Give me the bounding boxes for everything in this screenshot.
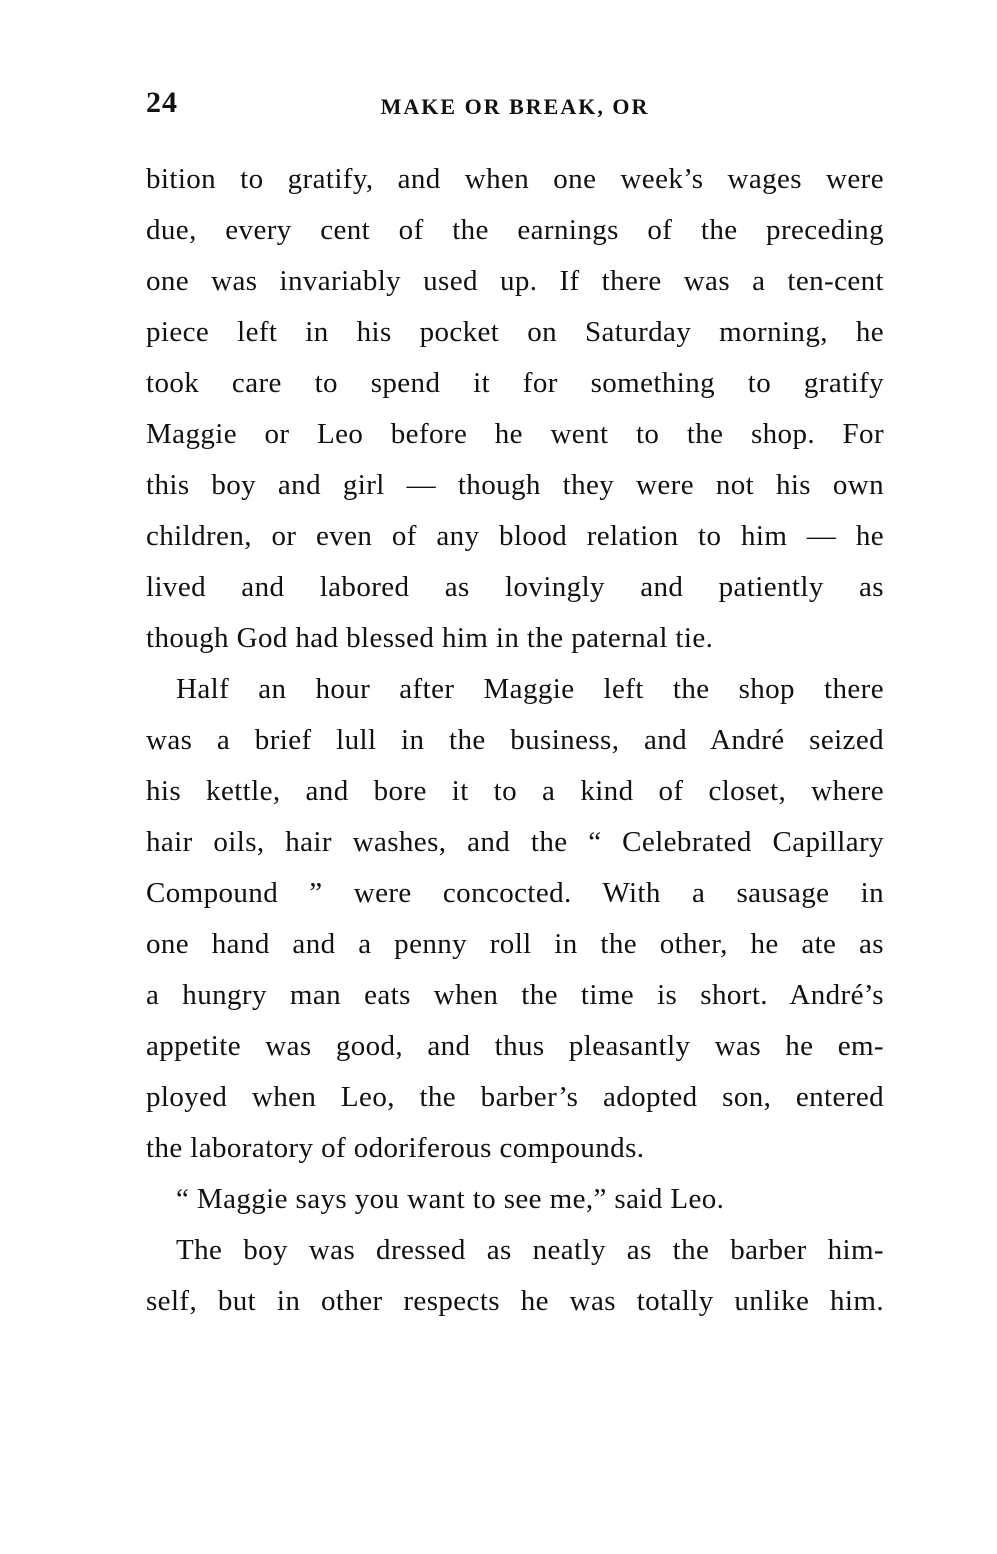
text-line: The boy was dressed as neatly as the barber him- (176, 1234, 884, 1266)
text-line: hair oils, hair washes, and the “ Celebrated Capillary (146, 826, 884, 858)
text-line: one was invariably used up. If there was a ten-cent (146, 265, 884, 297)
text-line: “ Maggie says you want to see me,” said Leo. (176, 1183, 725, 1215)
text-line: bition to gratify, and when one week’s wages were (146, 163, 884, 195)
text-line: ployed when Leo, the barber’s adopted son, entered (146, 1081, 884, 1113)
text-line: though God had blessed him in the paternal tie. (146, 622, 714, 654)
text-line: was a brief lull in the business, and André seized (146, 724, 884, 756)
text-line: took care to spend it for something to gratify (146, 367, 884, 399)
text-line: his kettle, and bore it to a kind of closet, where (146, 775, 884, 807)
text-line: self, but in other respects he was totally unlike him. (146, 1285, 884, 1317)
text-line: children, or even of any blood relation to him — he (146, 520, 884, 552)
text-line: Half an hour after Maggie left the shop there (176, 673, 884, 705)
text-line: the laboratory of odoriferous compounds. (146, 1132, 645, 1164)
page-number: 24 (146, 86, 178, 119)
text-line: piece left in his pocket on Saturday morning, he (146, 316, 884, 348)
text-line: due, every cent of the earnings of the preceding (146, 214, 884, 246)
body-text (146, 154, 884, 1327)
text-line: Maggie or Leo before he went to the shop. For (146, 418, 884, 450)
text-line: Compound ” were concocted. With a sausage in (146, 877, 884, 909)
page-header (146, 86, 884, 126)
text-line: a hungry man eats when the time is short. André’s (146, 979, 884, 1011)
text-line: one hand and a penny roll in the other, he ate as (146, 928, 884, 960)
text-line: appetite was good, and thus pleasantly was he em- (146, 1030, 884, 1062)
text-line: lived and labored as lovingly and patiently as (146, 571, 884, 603)
running-head: MAKE OR BREAK, OR (380, 94, 650, 119)
text-line: this boy and girl — though they were not his own (146, 469, 884, 501)
